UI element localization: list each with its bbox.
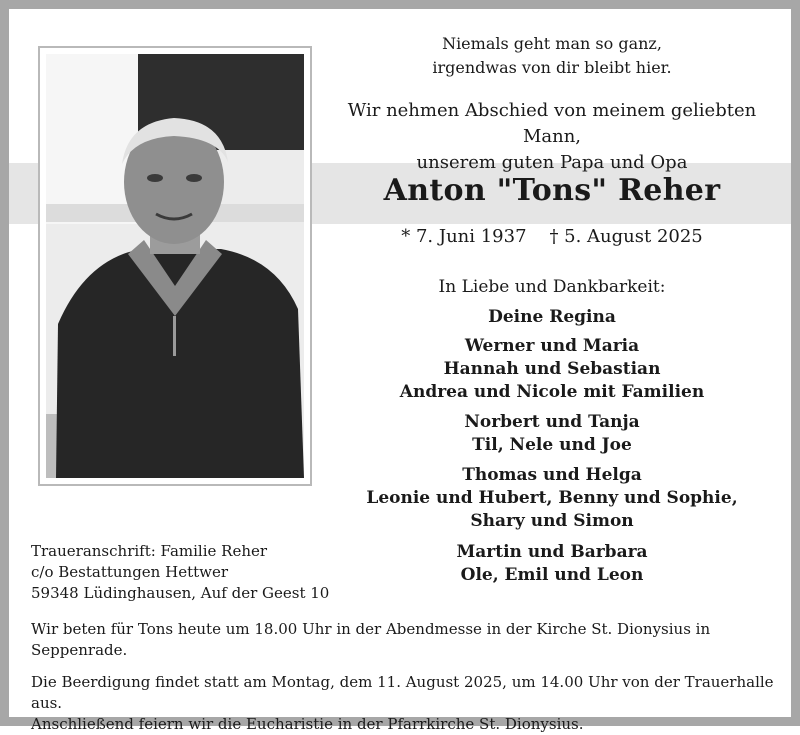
poem-line: irgendwas von dir bleibt hier. [432,58,672,77]
funeral-notice: Anschließend feiern wir die Eucharistie in der Pfarrkirche St. Dionysius. [31,715,584,733]
mourner-line: Shary und Simon [470,511,634,531]
mass-notice: Wir beten für Tons heute um 18.00 Uhr in der Abendmesse in der Kirche St. Dionysius in Seppenrade. [31,620,711,659]
mourner-line: Til, Nele und Joe [472,435,632,455]
deceased-name: Anton "Tons" Reher [383,173,721,208]
mourner-line: Martin und Barbara [456,542,648,562]
mourner-line: Werner und Maria [464,336,640,356]
address-line: 59348 Lüdinghausen, Auf der Geest 10 [31,584,330,602]
death-date: † 5. August 2025 [549,226,703,247]
mourner-group [332,306,772,329]
poem-line: Niemals geht man so ganz, [442,34,662,53]
portrait-frame [38,46,312,486]
mourner-line: Hannah und Sebastian [443,359,661,379]
mourner-group [332,464,772,533]
address-line: c/o Bestattungen Hettwer [31,563,229,581]
mourners-intro: In Liebe und Dankbarkeit: [438,277,666,297]
poem [332,32,772,80]
address-line: Traueranschrift: Familie Reher [31,542,268,560]
intro-line: unserem guten Papa und Opa [416,152,688,173]
mourner-group [332,541,772,587]
life-dates [332,226,772,247]
mourner-line: Norbert und Tanja [464,412,640,432]
mourner-line: Deine Regina [488,307,616,327]
intro-text [332,98,772,176]
portrait-photo [46,54,304,478]
intro-line: Wir nehmen Abschied von meinem geliebten Mann, [347,100,757,147]
mourner-line: Ole, Emil und Leon [460,565,644,585]
mourner-group [332,335,772,404]
mourning-address [31,541,329,604]
funeral-notice: Die Beerdigung findet statt am Montag, dem 11. August 2025, um 14.00 Uhr von der Trauerhalle aus. [31,673,774,712]
service-notice [31,619,800,735]
mourner-line: Leonie und Hubert, Benny und Sophie, [366,488,738,508]
birth-date: * 7. Juni 1937 [401,226,527,247]
mourner-group [332,411,772,457]
mourner-line: Thomas und Helga [462,465,642,485]
mourner-line: Andrea und Nicole mit Familien [399,382,705,402]
